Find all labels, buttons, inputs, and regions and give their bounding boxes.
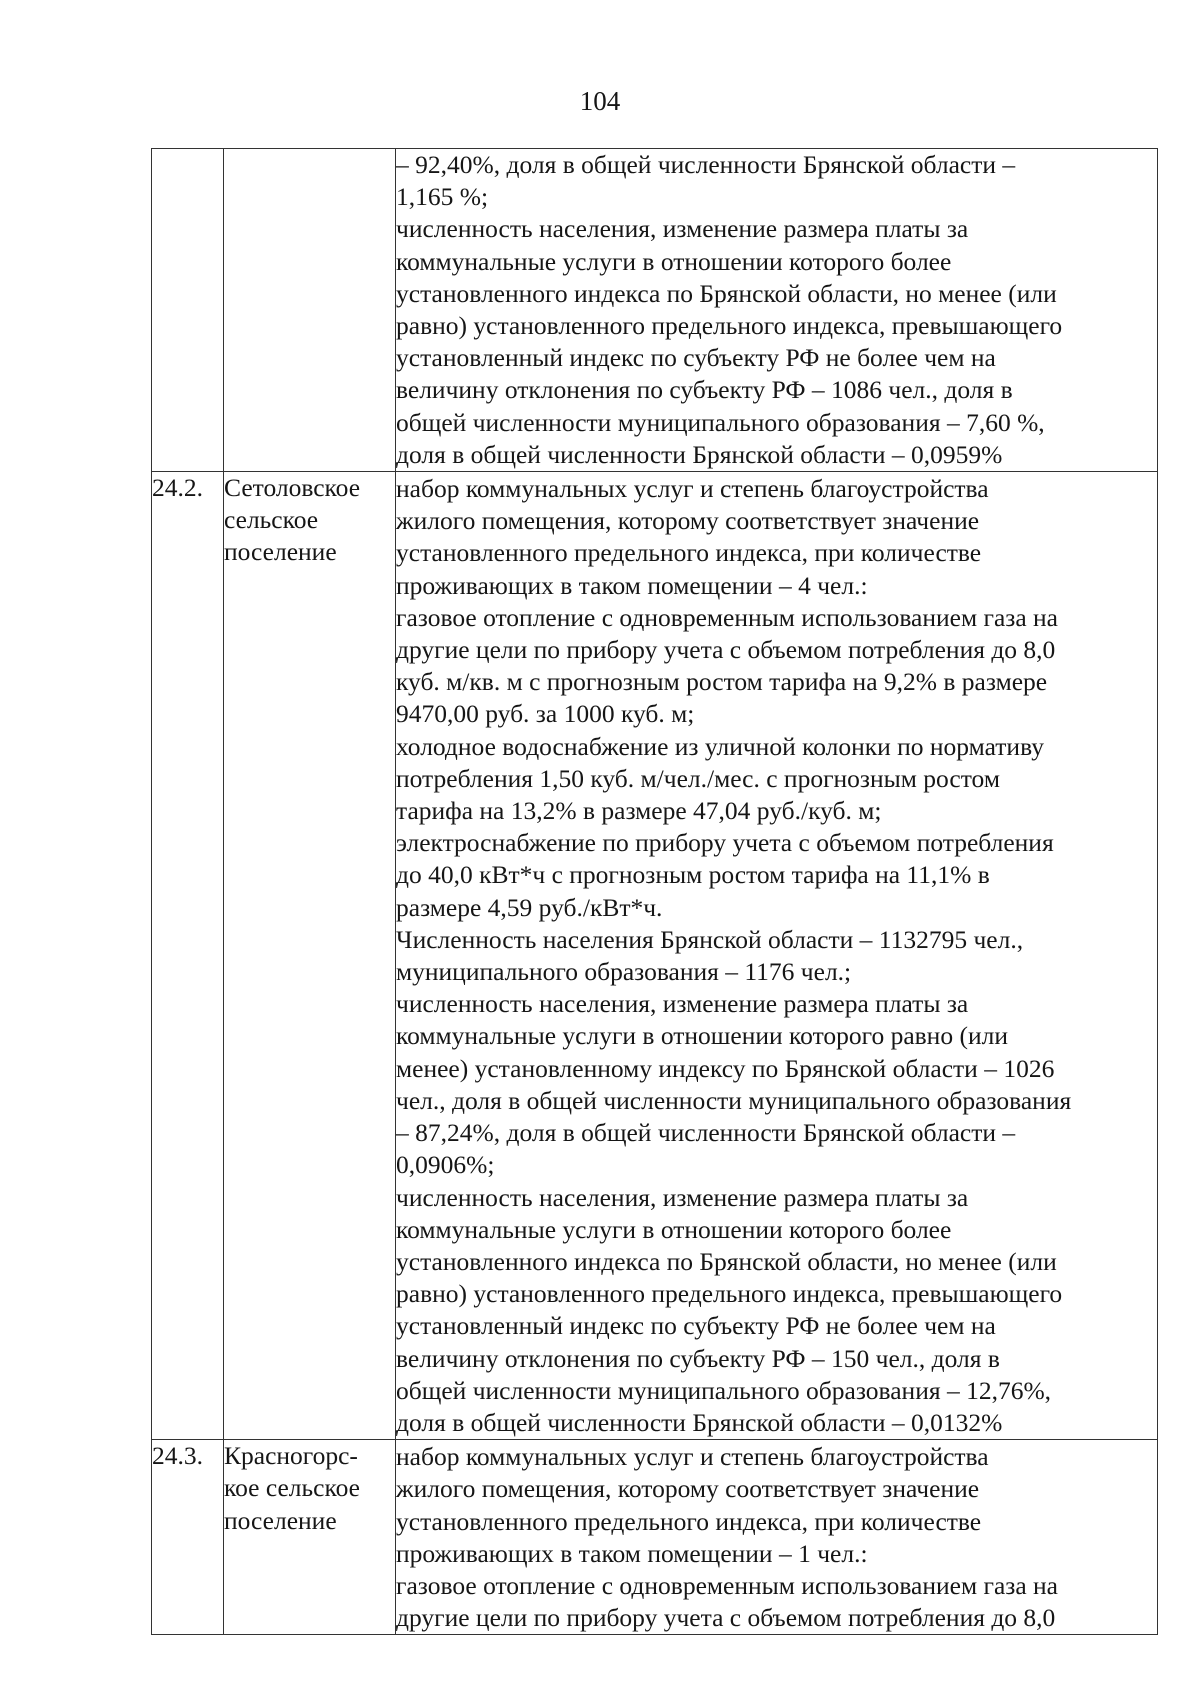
page-number: 104 — [579, 86, 621, 116]
description-line: коммунальные услуги в отношении которого более — [396, 1214, 952, 1244]
description-line: величину отклонения по субъекту РФ – 1086 чел., доля в — [396, 375, 1013, 405]
settlement-name-line: сельское — [224, 505, 319, 535]
row-number-cell: 24.2. — [152, 472, 224, 1440]
settlement-name-line: Красногорс- — [224, 1441, 358, 1471]
description-line: равно) установленного предельного индекса, превышающего — [396, 311, 1063, 341]
description-line: жилого помещения, которому соответствует значение — [396, 506, 980, 536]
settlement-name-line: поселение — [224, 1505, 337, 1535]
description-line: газовое отопление с одновременным использованием газа на — [396, 602, 1059, 632]
description-line: доля в общей численности Брянской области – 0,0959% — [396, 439, 1003, 469]
description-line: общей численности муниципального образования – 7,60 %, — [396, 407, 1045, 437]
row-number-cell — [152, 149, 224, 472]
description-line: численность населения, изменение размера платы за — [396, 989, 969, 1019]
description-line: другие цели по прибору учета с объемом потребления до 8,0 — [396, 635, 1056, 665]
description-line: набор коммунальных услуг и степень благоустройства — [396, 1442, 989, 1472]
description-line: жилого помещения, которому соответствует значение — [396, 1474, 980, 1504]
description-cell — [396, 1440, 1158, 1635]
description-line: тарифа на 13,2% в размере 47,04 руб./куб. м; — [396, 796, 882, 826]
description-line: проживающих в таком помещении – 4 чел.: — [396, 570, 868, 600]
description-line: установленного предельного индекса, при количестве — [396, 538, 982, 568]
row-number-cell: 24.3. — [152, 1440, 224, 1635]
description-line: набор коммунальных услуг и степень благоустройства — [396, 474, 989, 504]
settlement-name-line: поселение — [224, 537, 337, 567]
description-line: установленного предельного индекса, при количестве — [396, 1506, 982, 1536]
description-line: до 40,0 кВт*ч с прогнозным ростом тарифа на 11,1% в — [396, 860, 990, 890]
settlement-name-cell — [224, 472, 396, 1440]
description-line: потребления 1,50 куб. м/чел./мес. с прогнозным ростом — [396, 763, 1000, 793]
description-line: численность населения, изменение размера платы за — [396, 1182, 969, 1212]
description-line: установленного индекса по Брянской области, но менее (или — [396, 278, 1057, 308]
description-line: холодное водоснабжение из уличной колонки по нормативу — [396, 731, 1044, 761]
settlement-name-line: кое сельское — [224, 1473, 360, 1503]
table-row — [152, 472, 1158, 1440]
description-cell — [396, 149, 1158, 472]
description-line: муниципального образования – 1176 чел.; — [396, 957, 852, 987]
description-line: проживающих в таком помещении – 1 чел.: — [396, 1538, 868, 1568]
description-line: установленного индекса по Брянской области, но менее (или — [396, 1246, 1057, 1276]
description-line: другие цели по прибору учета с объемом потребления до 8,0 — [396, 1603, 1056, 1633]
description-line: коммунальные услуги в отношении которого равно (или — [396, 1021, 1008, 1051]
settlement-name-cell — [224, 149, 396, 472]
table-body — [152, 149, 1158, 1635]
table-row — [152, 1440, 1158, 1635]
settlement-name-cell — [224, 1440, 396, 1635]
table-row — [152, 149, 1158, 472]
description-line: коммунальные услуги в отношении которого более — [396, 246, 952, 276]
description-line: величину отклонения по субъекту РФ – 150 чел., доля в — [396, 1343, 1000, 1373]
description-line: электроснабжение по прибору учета с объемом потребления — [396, 828, 1054, 858]
description-line: размере 4,59 руб./кВт*ч. — [396, 892, 663, 922]
description-line: установленный индекс по субъекту РФ не более чем на — [396, 343, 996, 373]
description-line: общей численности муниципального образования – 12,76%, — [396, 1375, 1052, 1405]
description-line: – 87,24%, доля в общей численности Брянской области – — [396, 1118, 1016, 1148]
description-line: куб. м/кв. м с прогнозным ростом тарифа на 9,2% в размере — [396, 667, 1048, 697]
description-cell — [396, 472, 1158, 1440]
description-line: численность населения, изменение размера платы за — [396, 214, 969, 244]
description-line: доля в общей численности Брянской области – 0,0132% — [396, 1407, 1003, 1437]
description-line: Численность населения Брянской области – 1132795 чел., — [396, 924, 1024, 954]
settlement-name-line: Сетоловское — [224, 473, 361, 503]
description-line: 1,165 %; — [396, 182, 489, 212]
description-line: менее) установленному индексу по Брянской области – 1026 — [396, 1053, 1055, 1083]
description-line: – 92,40%, доля в общей численности Брянской области – — [396, 150, 1016, 179]
description-line: 0,0906%; — [396, 1150, 495, 1180]
description-line: чел., доля в общей численности муниципального образования — [396, 1085, 1072, 1115]
description-line: газовое отопление с одновременным использованием газа на — [396, 1570, 1059, 1600]
document-table — [151, 148, 1158, 1635]
description-line: установленный индекс по субъекту РФ не более чем на — [396, 1311, 996, 1341]
description-line: равно) установленного предельного индекса, превышающего — [396, 1279, 1063, 1309]
description-line: 9470,00 руб. за 1000 куб. м; — [396, 699, 695, 729]
